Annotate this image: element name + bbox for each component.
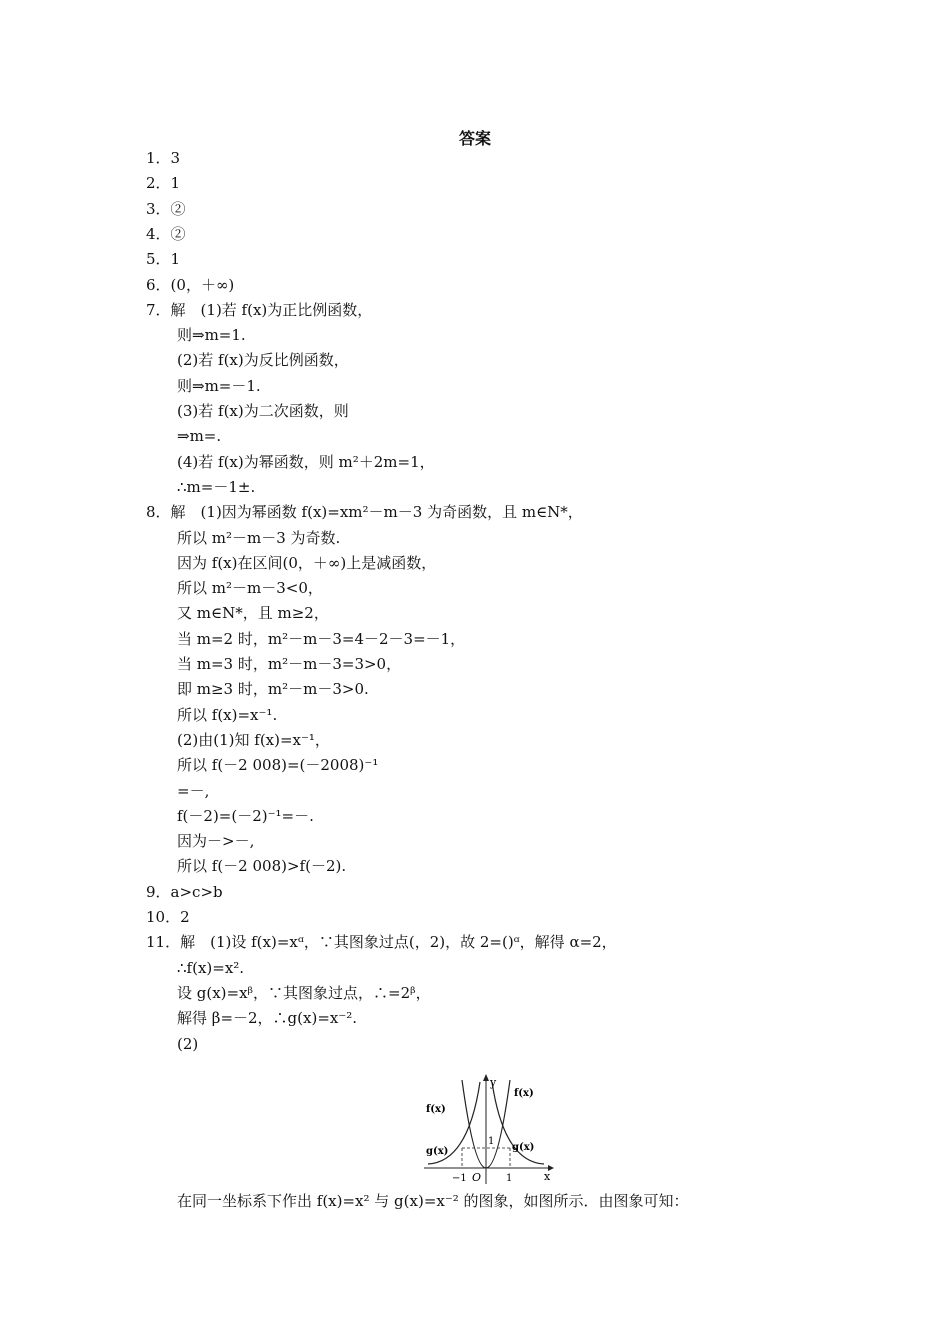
answer-line: ∴m=－1±. — [177, 477, 256, 496]
answer-line: 11．解 (1)设 f(x)=xᵅ，∵其图象过点(，2)，故 2=()ᵅ，解得 α=2， — [146, 933, 617, 952]
origin-label: O — [472, 1171, 482, 1184]
y-tick-label: 1 — [488, 1136, 495, 1147]
g-label-right: g(x) — [512, 1142, 535, 1153]
closing-text: 在同一坐标系下作出 f(x)=x² 与 g(x)=x⁻² 的图象，如图所示．由图象可知： — [177, 1192, 689, 1210]
answer-line: 因为－>－, — [177, 832, 255, 851]
tick-neg-label: −1 — [452, 1173, 467, 1184]
answer-line: 所以 m²－m－3 为奇数. — [177, 528, 341, 547]
f-label-left: f(x) — [426, 1104, 446, 1115]
answer-line: 当 m=2 时，m²－m－3=4－2－3=－1， — [177, 629, 466, 648]
answer-line: 又 m∈N*，且 m≥2， — [177, 604, 329, 623]
g-label-left: g(x) — [426, 1146, 449, 1157]
answer-line: 则⇒m=1. — [177, 326, 246, 345]
answer-line: 当 m=3 时，m²－m－3=3>0， — [177, 655, 402, 673]
answer-line: 即 m≥3 时，m²－m－3>0. — [177, 680, 369, 699]
answer-line: 所以 f(x)=x⁻¹. — [177, 705, 278, 724]
answer-line: 则⇒m=－1. — [177, 376, 261, 395]
answer-line: =－, — [177, 781, 210, 800]
answer-line: ⇒m=. — [177, 427, 222, 446]
answer-line: 9．a>c>b — [146, 882, 223, 901]
answer-line: 解得 β=－2，∴g(x)=x⁻². — [177, 1009, 358, 1028]
answer-line: f(－2)=(－2)⁻¹=－. — [177, 806, 314, 825]
f-label-right: f(x) — [514, 1088, 534, 1099]
answer-line: 3．② — [146, 199, 186, 218]
x-axis-label: x — [544, 1170, 551, 1183]
answer-line: (2)若 f(x)为反比例函数， — [177, 351, 349, 370]
y-axis-label: y — [490, 1076, 497, 1089]
function-graph — [424, 1072, 554, 1184]
answer-line: 设 g(x)=xᵝ，∵其图象过点，∴=2ᵝ， — [177, 983, 431, 1002]
answer-line: (2) — [177, 1034, 199, 1053]
answer-line: 所以 f(－2 008)=(－2008)⁻¹ — [177, 756, 379, 775]
answer-line: (2)由(1)知 f(x)=x⁻¹， — [177, 730, 330, 749]
page-title: 答案 — [458, 129, 491, 148]
answer-line: ∴f(x)=x². — [177, 958, 245, 977]
answer-line: 因为 f(x)在区间(0，＋∞)上是减函数， — [177, 553, 437, 572]
answer-line: 10．2 — [146, 908, 190, 926]
answer-line: (3)若 f(x)为二次函数，则 — [177, 402, 349, 420]
answer-line: (4)若 f(x)为幂函数，则 m²＋2m=1， — [177, 452, 435, 471]
answer-line: 6．(0，＋∞) — [146, 275, 235, 294]
answer-line: 所以 m²－m－3<0， — [177, 579, 323, 598]
answer-line: 7．解 (1)若 f(x)为正比例函数， — [146, 300, 373, 319]
answer-line: 4．② — [146, 224, 186, 243]
answer-line: 1．3 — [146, 149, 181, 167]
answer-line: 8．解 (1)因为幂函数 f(x)=xm²－m－3 为奇函数，且 m∈N*， — [146, 503, 583, 522]
answer-line: 所以 f(－2 008)>f(－2). — [177, 857, 347, 876]
answer-line: 5．1 — [146, 250, 181, 269]
answer-line: 2．1 — [146, 174, 181, 193]
tick-pos-label: 1 — [506, 1173, 513, 1184]
y-axis-arrow — [483, 1074, 489, 1081]
